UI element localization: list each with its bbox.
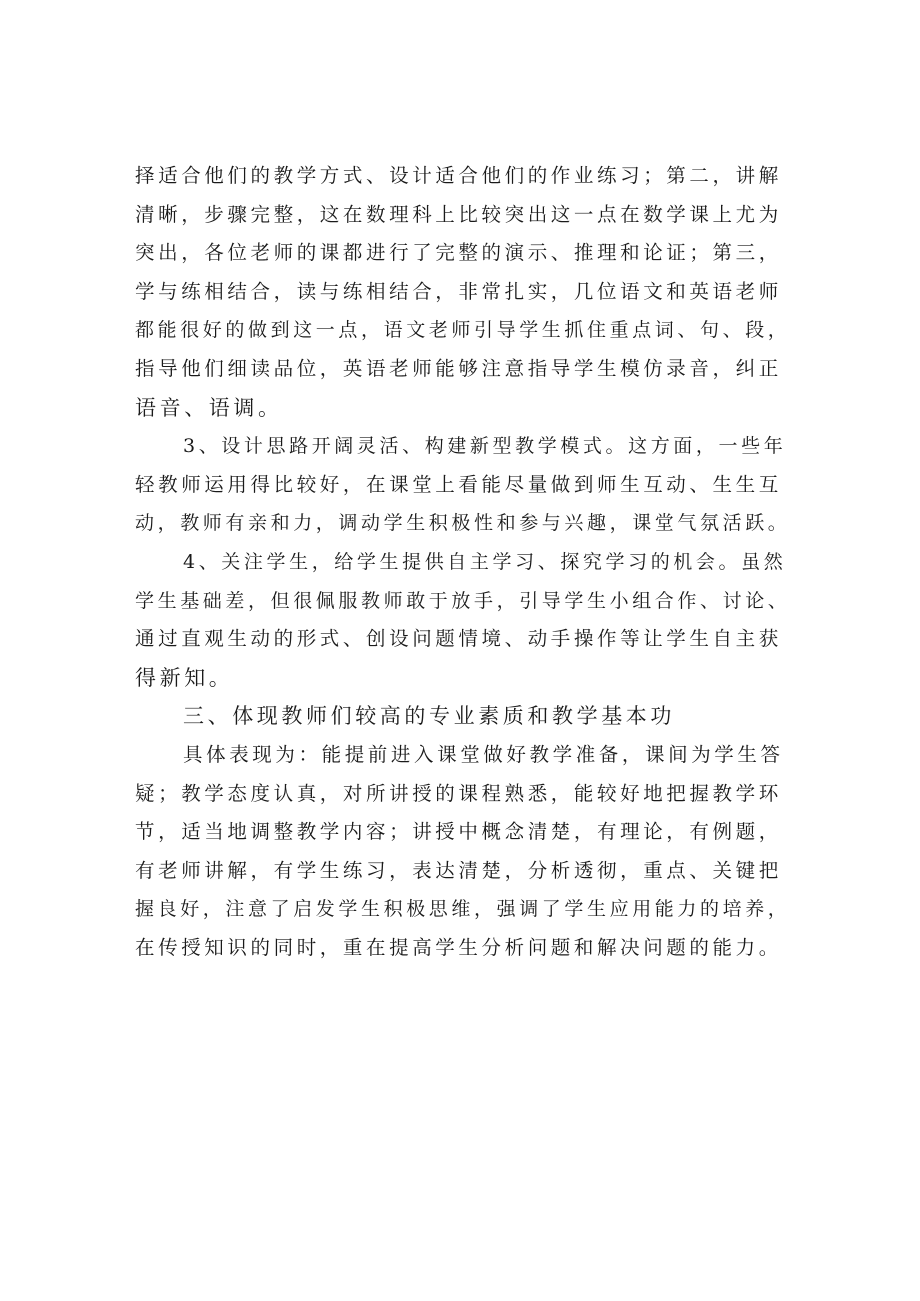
text-line: 动，教师有亲和力，调动学生积极性和参与兴趣，课堂气氛活跃。	[135, 512, 791, 535]
text-line: 三、体现教师们较高的专业素质和教学基本功	[183, 704, 675, 729]
text-line: 语音、语调。	[135, 395, 283, 420]
text-line: 有老师讲解，有学生练习，表达清楚，分析透彻，重点、关键把	[135, 858, 782, 882]
text-line: 节，适当地调整教学内容；讲授中概念清楚，有理论，有例题，	[135, 820, 782, 844]
text-line: 清晰，步骤完整，这在数理科上比较突出这一点在数学课上尤为	[135, 202, 782, 226]
text-line: 在传授知识的同时，重在提高学生分析问题和解决问题的能力。	[135, 935, 782, 959]
text-line: 轻教师运用得比较好，在课堂上看能尽量做到师生互动、生生互	[135, 472, 782, 496]
text-line: 指导他们细读品位，英语老师能够注意指导学生模仿录音，纠正	[135, 356, 782, 380]
text-line: 得新知。	[135, 665, 234, 690]
text-line: 4、关注学生，给学生提供自主学习、探究学习的机会。虽然	[183, 550, 787, 573]
text-line: 都能很好的做到这一点，语文老师引导学生抓住重点词、句、段，	[135, 319, 791, 342]
text-line: 疑；教学态度认真，对所讲授的课程熟悉，能较好地把握教学环	[135, 781, 782, 805]
text-line: 择适合他们的教学方式、设计适合他们的作业练习；第二，讲解	[135, 164, 782, 187]
text-line: 学生基础差，但很佩服教师敢于放手，引导学生小组合作、讨论、	[135, 589, 791, 612]
text-line: 3、设计思路开阔灵活、构建新型教学模式。这方面，一些年	[183, 435, 787, 458]
text-line: 具体表现为：能提前进入课堂做好教学准备，课间为学生答	[183, 742, 784, 766]
text-line: 握良好，注意了启发学生积极思维，强调了学生应用能力的培养，	[135, 898, 791, 921]
text-line: 突出，各位老师的课都进行了完整的演示、推理和论证；第三，	[135, 241, 782, 265]
text-line: 通过直观生动的形式、创设问题情境、动手操作等让学生自主获	[135, 627, 782, 651]
document-body	[135, 157, 795, 967]
text-line: 学与练相结合，读与练相结合，非常扎实，几位语文和英语老师	[135, 279, 782, 303]
